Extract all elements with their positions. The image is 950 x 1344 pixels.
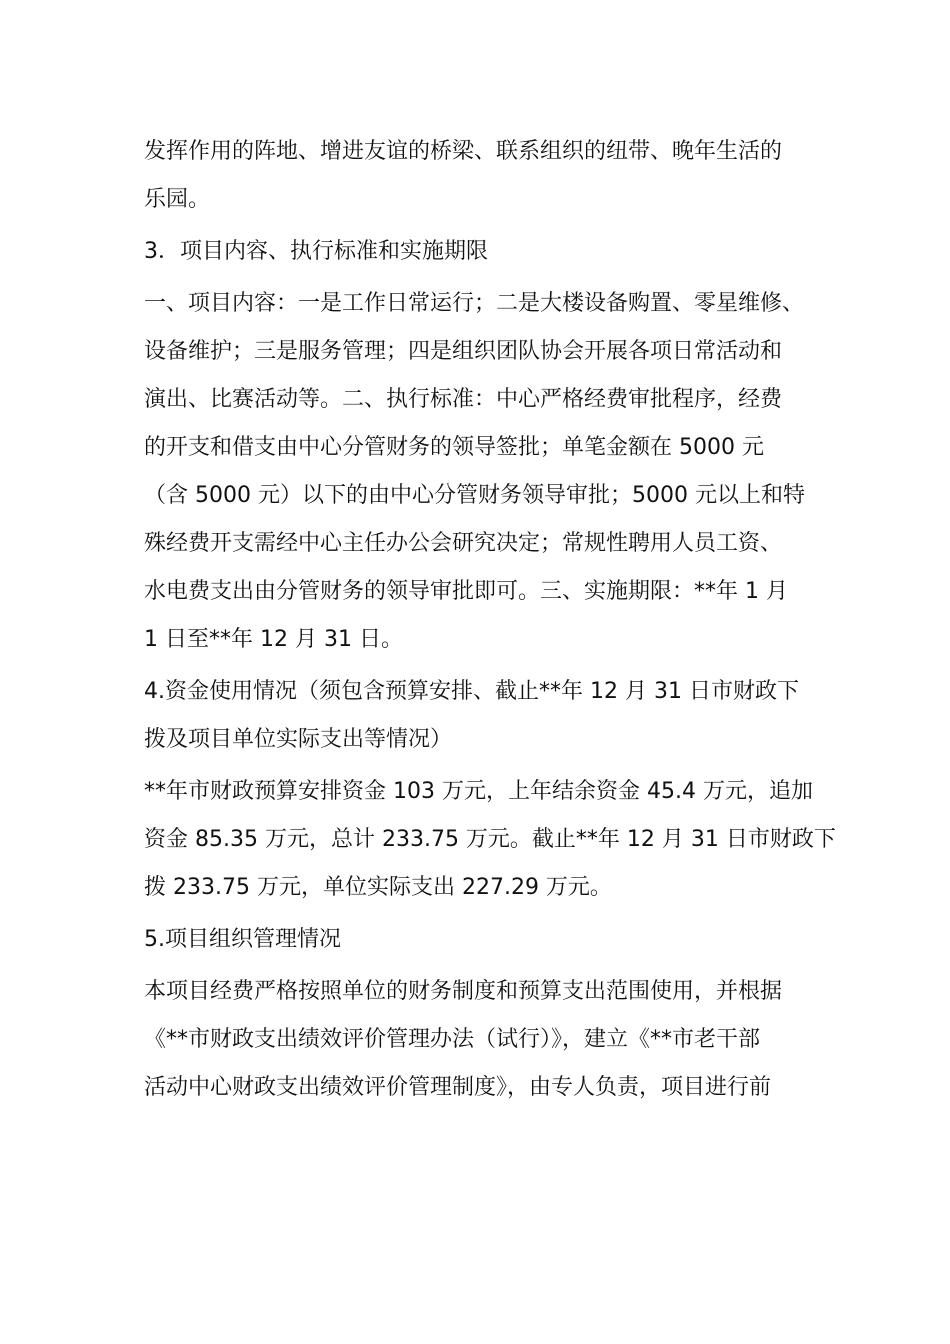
text-line: （含 5000 元）以下的由中心分管财务领导审批；5000 元以上和特 xyxy=(144,483,805,508)
text-line: 殊经费开支需经中心主任办公会研究决定；常规性聘用人员工资、 xyxy=(144,531,783,556)
section-heading-3 xyxy=(144,228,808,276)
text-line: 资金 85.35 万元，总计 233.75 万元。截止**年 12 月 31 日市财政下 xyxy=(144,827,836,852)
text-line: 乐园。 xyxy=(144,187,211,212)
text-line: 水电费支出由分管财务的领导审批即可。三、实施期限：**年 1 月 xyxy=(144,579,788,604)
section-heading-5 xyxy=(144,916,808,964)
text-line: 一、项目内容：一是工作日常运行；二是大楼设备购置、零星维修、 xyxy=(144,291,805,316)
text-line: 1 日至**年 12 月 31 日。 xyxy=(144,627,403,652)
text-line: 《**市财政支出绩效评价管理办法（试行）》，建立《**市老干部 xyxy=(144,1027,761,1052)
paragraph-continuation xyxy=(144,128,808,224)
paragraph-management xyxy=(144,968,808,1112)
heading-line: 拨及项目单位实际支出等情况） xyxy=(144,727,453,752)
paragraph-funds xyxy=(144,768,836,912)
paragraph-project-content xyxy=(144,280,808,664)
heading-line: 3．项目内容、执行标准和实施期限 xyxy=(144,239,488,264)
text-line: 活动中心财政支出绩效评价管理制度》，由专人负责，项目进行前 xyxy=(144,1075,772,1100)
text-line: 拨 233.75 万元，单位实际支出 227.29 万元。 xyxy=(144,875,612,900)
heading-line: 4.资金使用情况（须包含预算安排、截止**年 12 月 31 日市财政下 xyxy=(144,679,799,704)
text-line: 本项目经费严格按照单位的财务制度和预算支出范围使用，并根据 xyxy=(144,979,783,1004)
text-line: 发挥作用的阵地、增进友谊的桥梁、联系组织的纽带、晚年生活的 xyxy=(144,139,783,164)
section-heading-4 xyxy=(144,668,808,764)
document-body xyxy=(144,128,836,1116)
text-line: 的开支和借支由中心分管财务的领导签批；单笔金额在 5000 元 xyxy=(144,435,764,460)
heading-line: 5.项目组织管理情况 xyxy=(144,927,341,952)
text-line: 演出、比赛活动等。二、执行标准：中心严格经费审批程序，经费 xyxy=(144,387,783,412)
text-line: **年市财政预算安排资金 103 万元，上年结余资金 45.4 万元，追加 xyxy=(144,779,813,804)
text-line: 设备维护；三是服务管理；四是组织团队协会开展各项日常活动和 xyxy=(144,339,783,364)
